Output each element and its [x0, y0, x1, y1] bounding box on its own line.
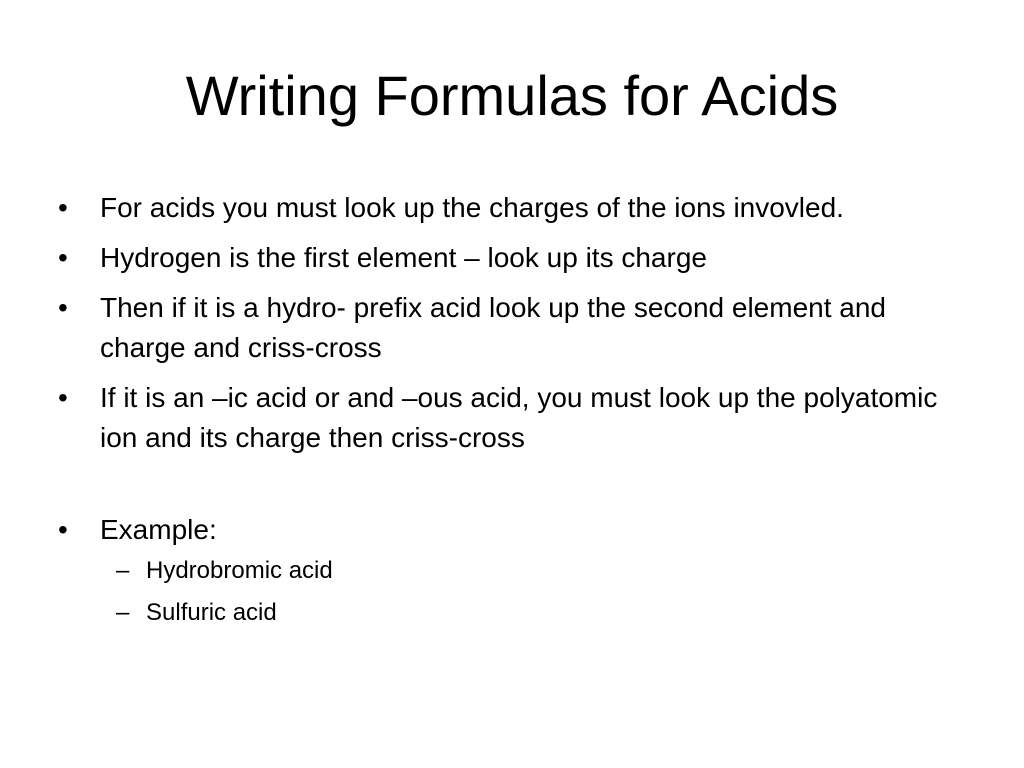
bullet-marker: •	[58, 292, 68, 323]
bullet-item	[58, 378, 978, 458]
bullet-text: Hydrogen is the first element – look up its charge	[100, 242, 707, 273]
bullet-item	[58, 288, 978, 368]
bullet-marker: •	[58, 382, 68, 413]
sub-bullet-text: Sulfuric acid	[146, 599, 277, 626]
bullet-marker: •	[58, 192, 68, 223]
sub-bullet-text: Hydrobromic acid	[146, 557, 333, 584]
bullet-item	[58, 238, 978, 278]
sub-bullet-marker: –	[116, 557, 130, 584]
sub-bullet-item	[58, 556, 978, 586]
sub-bullet-item	[58, 598, 978, 628]
bullet-marker: •	[58, 514, 68, 545]
bullet-item-example	[58, 510, 978, 550]
bullet-marker: •	[58, 242, 68, 273]
bullet-text: If it is an –ic acid or and –ous acid, you must look up the polyatomic ion and its charge then criss-cross	[100, 382, 938, 453]
bullet-text: Example:	[100, 514, 217, 545]
slide-title: Writing Formulas for Acids	[185, 64, 839, 127]
sub-bullet-marker: –	[116, 599, 130, 626]
bullet-text: For acids you must look up the charges of the ions invovled.	[100, 192, 844, 223]
bullet-item	[58, 188, 978, 228]
slide-body	[58, 188, 978, 640]
bullet-text: Then if it is a hydro- prefix acid look up the second element and charge and criss-cross	[100, 292, 886, 363]
